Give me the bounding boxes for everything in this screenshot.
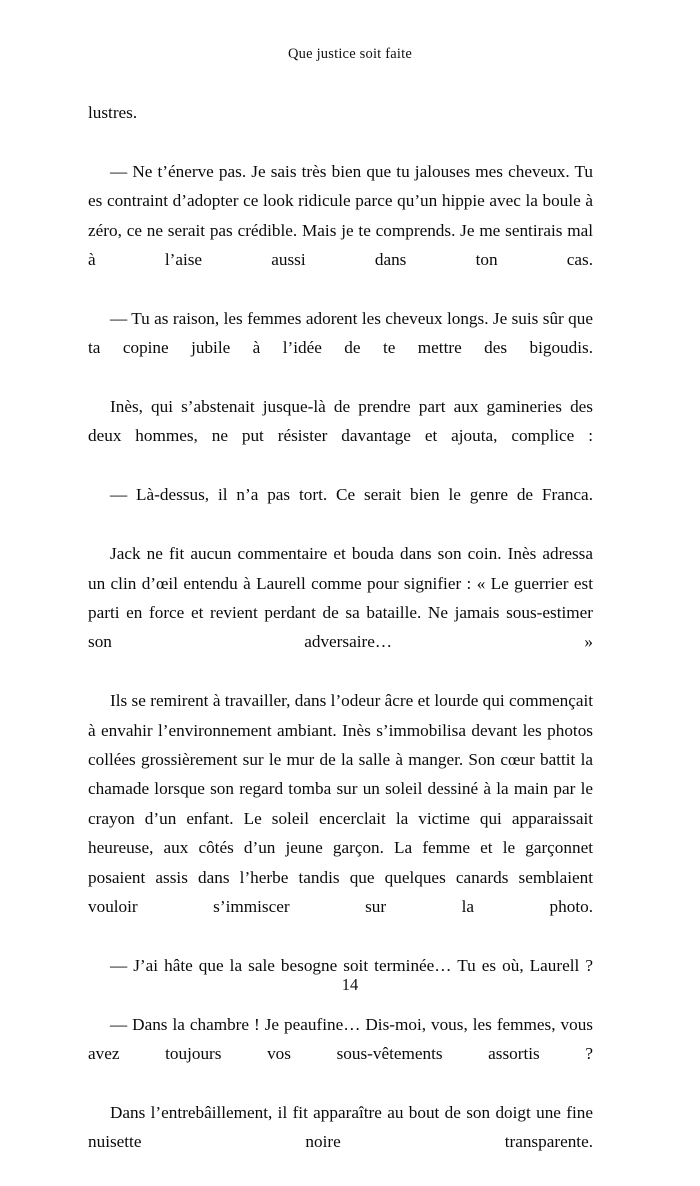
paragraph: lustres. (88, 103, 138, 122)
paragraph: — Là-dessus, il n’a pas tort. Ce serait bien le genre de Franca. (110, 485, 593, 505)
paragraph: — Tu as raison, les femmes adorent les cheveux longs. Je suis sûr que ta copine jubile à l’idée de te mettre des bigoudis. (88, 308, 593, 358)
paragraph: Ils se remirent à travailler, dans l’odeur âcre et lourde qui commençait à envahir l’environnement ambiant. Inès s’immobilisa devant les photos collées grossièrement sur le mur de la salle à manger. Son cœur battit la chamade lorsque son regard tomba sur un soleil dessiné à la main par le crayon d’un enfant. Le soleil encerclait la victime qui apparaissait heureuse, aux côtés d’un jeune garçon. La femme et le garçonnet posaient assis dans l’herbe tandis que quelques canards semblaient vouloir s’immiscer sur la photo. (88, 691, 593, 916)
running-head: Que justice soit faite (288, 46, 412, 62)
paragraph: Inès, qui s’abstenait jusque-là de prendre part aux gamineries des deux hommes, ne put résister davantage et ajouta, complice : (88, 397, 593, 446)
page-number: 14 (341, 975, 359, 994)
paragraph: Jack ne fit aucun commentaire et bouda dans son coin. Inès adressa un clin d’œil entendu à Laurell comme pour signifier : « Le guerrier est parti en force et revient perdant de sa bataille. Ne jamais sous-estimer son adversaire… » (88, 544, 593, 652)
paragraph: — Ne t’énerve pas. Je sais très bien que tu jalouses mes cheveux. Tu es contraint d’adopter ce look ridicule parce qu’un hippie avec la boule à zéro, ce ne serait pas crédible. Mais je te comprends. Je me sentirais mal à l’aise aussi dans ton cas. (88, 161, 593, 270)
paragraph: Dans l’entrebâillement, il fit apparaître au bout de son doigt une fine nuisette noire transparente. (88, 1102, 593, 1152)
body-text (88, 98, 593, 1186)
paragraph: — Dans la chambre ! Je peaufine… Dis-moi, vous, les femmes, vous avez toujours vos sous-vêtements assortis ? (88, 1014, 593, 1063)
paragraph: — J’ai hâte que la sale besogne soit terminée… Tu es où, Laurell ? (110, 955, 593, 975)
